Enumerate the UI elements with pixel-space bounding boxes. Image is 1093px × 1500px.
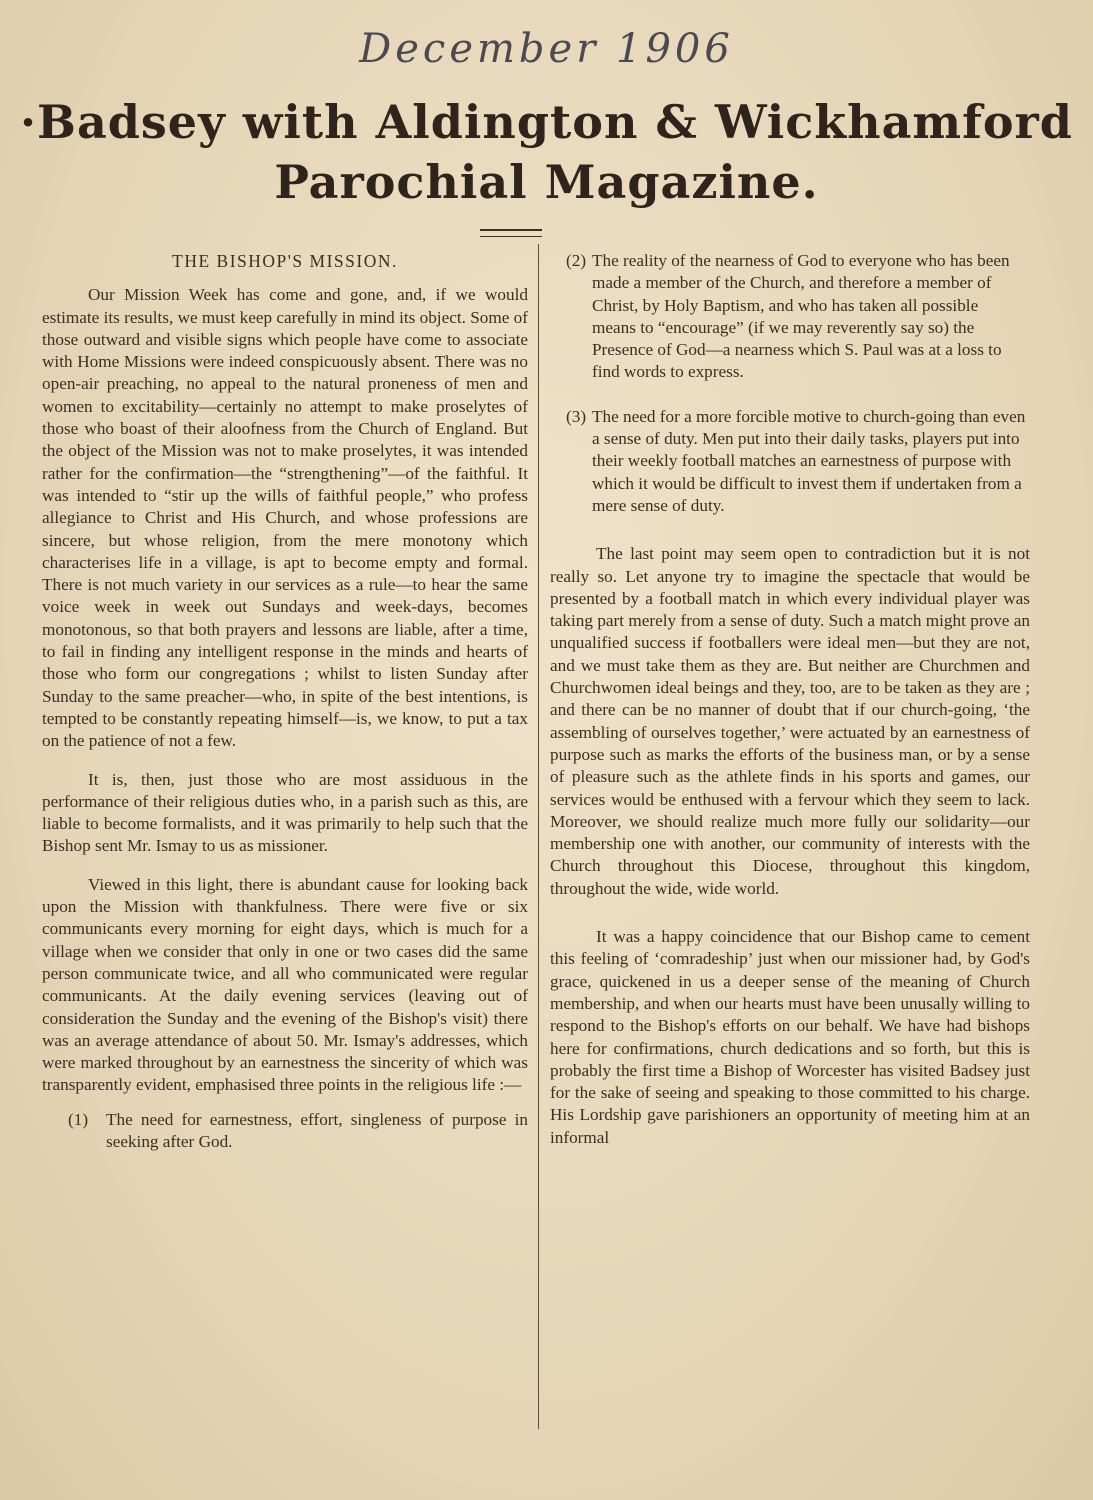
masthead-title: ·Badsey with Aldington & Wickhamford [20,95,1073,149]
paragraph-5: It was a happy coincidence that our Bishop came to cement this feeling of ‘comradeship’ just when our missioner had, by God's grace, quickened in us a deeper sense of the meaning of Church membership, and when our hearts must have been unusally willing to respond to the Bishop's efforts on our behalf. We have had bishops here for confirmations, church dedications and so forth, but this is probably the first time a Bishop of Worcester has visited Badsey just for the sake of seeing and speaking to those committed to his charge. His Lordship gave parishioners an opportunity of meeting him at an informal [550,927,1030,1147]
point-3-text: The need for a more forcible motive to church-going than even a sense of duty. Men put into their daily tasks, players put into their weekly football matches an earnestness of purpose with which it would be difficult to invest them if undertaken from a mere sense of duty. [592,406,1026,515]
paragraph-4: The last point may seem open to contradiction but it is not really so. Let anyone try to imagine the spectacle that would be presented by a football match in which every individual player was taking part merely from a sense of duty. Such a match might prove an unqualified success if footballers were ideal men—but they are not, and we must take them as they are. But neither are Churchmen and Churchwomen ideal beings and they, too, are to be taken as they are ; and there can be no manner of doubt that if our church-going, ‘the assembling of ourselves together,’ were actuated by an earnestness of purpose such as marks the efforts of the business man, or by a sense of pleasure such as the athlete finds in his sports and games, our services would be enthused with a fervour which they seem to lack. Moreover, we should realize much more fully our solidarity—our membership one with another, our community of interests with the Church throughout this Diocese, throughout this kingdom, throughout the wide, wide world. [550,544,1030,898]
point-1-number: (1) [68,1109,89,1129]
column-divider [538,244,539,1429]
paragraph-3: Viewed in this light, there is abundant cause for looking back upon the Mission with thankfulness. There were five or six communicants every morning for eight days, which is much for a village when we consider that only in one or two cases did the same person communicate twice, and all who communicated were regular communicants. At the daily evening services (leaving out of consideration the Sunday and the evening of the Bishop's visit) there was an average attendance of about 50. Mr. Ismay's addresses, which were marked throughout by an earnestness the sincerity of which was transparently evident, emphasised three points in the religious life :— [42,874,528,1095]
point-2-number: (2) [566,251,587,270]
title-rule [480,229,542,237]
point-3-number: (3) [566,406,587,426]
article-heading: THE BISHOP'S MISSION. [172,251,398,271]
masthead [0,92,1093,212]
point-3 [550,406,1030,517]
point-1-text: The need for earnestness, effort, singleness of purpose in seeking after God. [106,1109,528,1151]
left-column [42,250,528,1153]
paragraph-1: Our Mission Week has come and gone, and, if we would estimate its results, we must keep carefully in mind its object. Some of those outward and visible signs which people have come to associate with Home Missions were indeed conspicuously absent. There was no open-air preaching, no appeal to the natural proneness of men and women to excitability—certainly no attempt to make proselytes of those who boast of their aloofness from the Church of England. But the object of the Mission was not to make proselytes, it was intended rather for the confirmation—the “strengthening”—of the faithful. It was intended to “stir up the wills of faithful people,” who profess allegiance to Christ and His Church, and whose professions are sincere, but whose religion, from the mere monotony which characterises life in a village, is apt to become empty and formal. There is not much variety in our services as a rule—to hear the same voice week in week out Sundays and week-days, becomes monotonous, so that both prayers and lessons are liable, after a time, to fail in finding any intelligent response in the minds and hearts of those who form our congregations ; whilst to listen Sunday after Sunday to the same preacher—who, in spite of the best intentions, is tempted to be constantly repeating himself—is, we know, to put a tax on the patience of not a few. [42,285,528,751]
right-column [550,250,1030,1165]
paragraph-2: It is, then, just those who are most assiduous in the performance of their religious duties who, in a parish such as this, are liable to become formalists, and it was primarily to help such that the Bishop sent Mr. Ismay to us as missioner. [42,769,528,856]
masthead-subtitle: Parochial Magazine. [274,155,819,209]
point-2-text: The reality of the nearness of God to everyone who has been made a member of the Church, and therefore a member of Christ, by Holy Baptism, and who has taken all possible means to “encourage” (if we may reverently say so) the Presence of God—a nearness which S. Paul was at a loss to find words to express. [592,251,1010,382]
handwritten-date: December 1906 [359,26,734,72]
point-2 [550,250,1030,384]
point-1 [42,1109,528,1154]
